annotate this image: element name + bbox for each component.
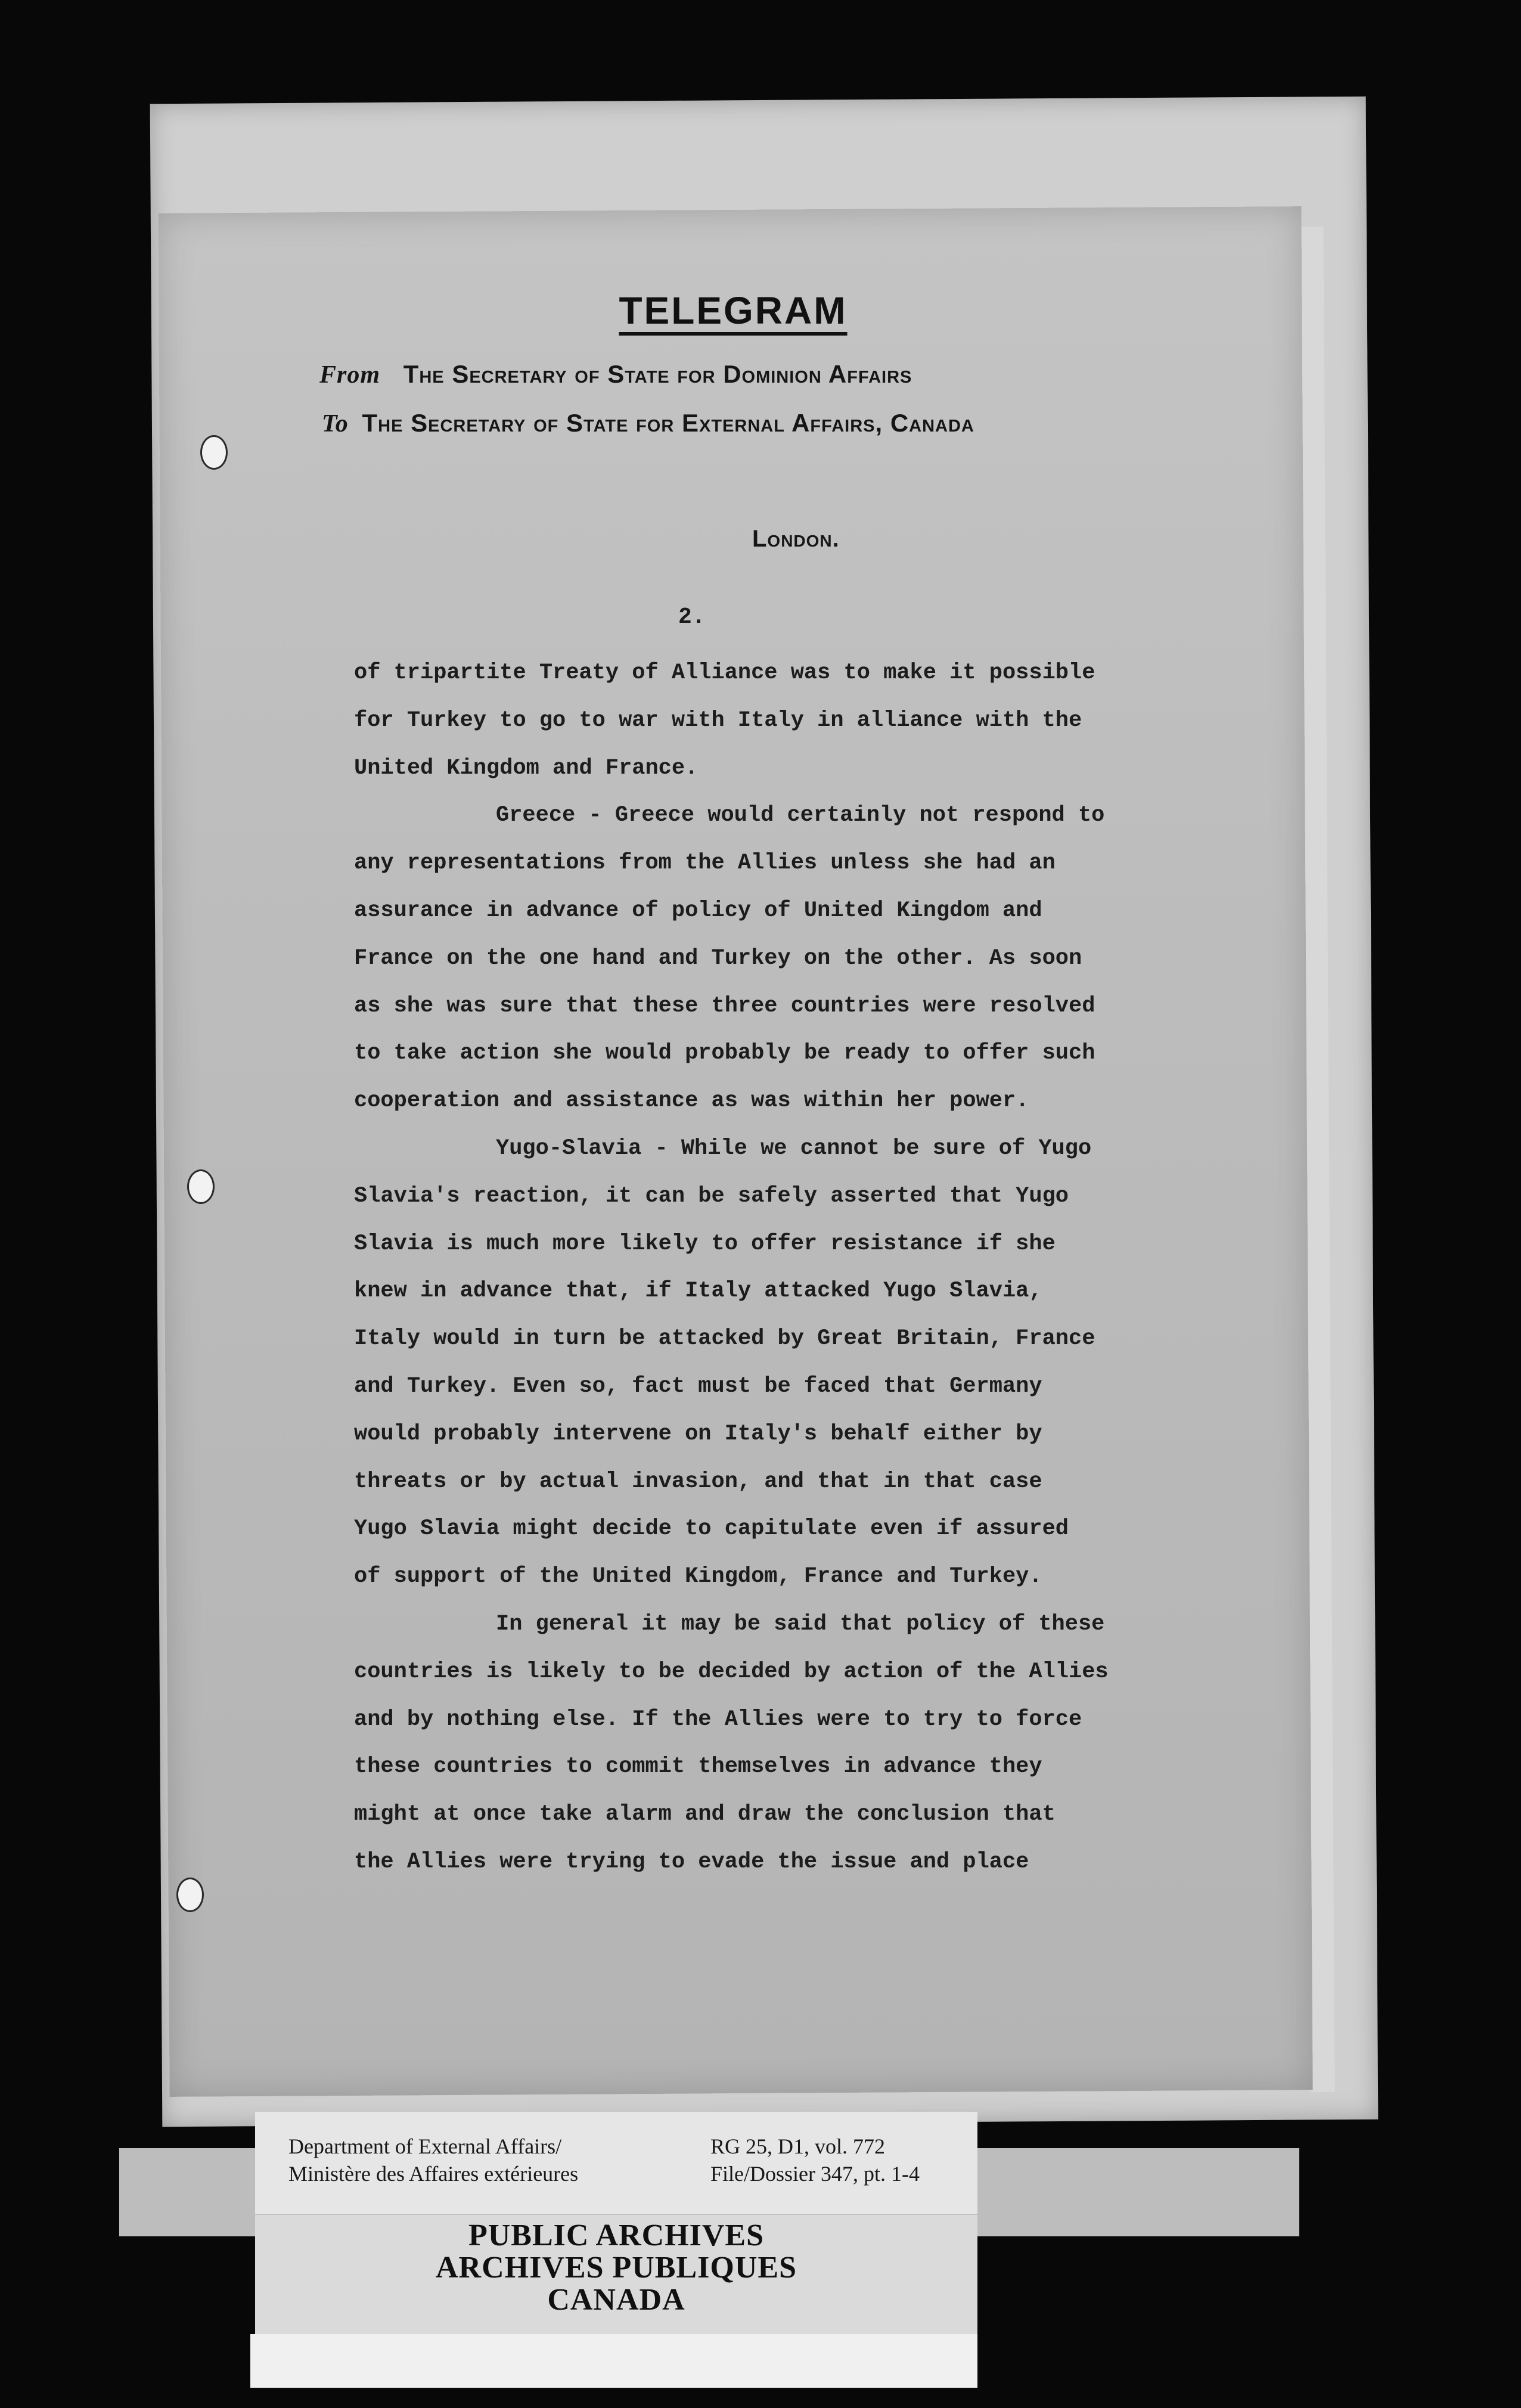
from-label: From <box>319 361 381 389</box>
punch-hole <box>187 1169 215 1204</box>
record-group: RG 25, D1, vol. 772 <box>710 2134 886 2158</box>
department-text <box>288 2133 578 2187</box>
to-line <box>322 409 974 438</box>
file-number: File/Dossier 347, pt. 1-4 <box>710 2162 920 2186</box>
body-line: assurance in advance of policy of United Kingdom and <box>354 898 1042 923</box>
from-value: The Secretary of State for Dominion Affairs <box>403 360 912 388</box>
body-line: threats or by actual invasion, and that in that case <box>354 1469 1042 1494</box>
body-line: of support of the United Kingdom, France and Turkey. <box>354 1564 1042 1590</box>
document-title: TELEGRAM <box>619 289 848 332</box>
stamp-line: ARCHIVES PUBLIQUES <box>435 2251 797 2285</box>
body-line: would probably intervene on Italy's behalf either by <box>354 1421 1042 1447</box>
body-line: as she was sure that these three countries were resolved <box>354 993 1095 1019</box>
body-line: Italy would in turn be attacked by Great Britain, France <box>354 1326 1095 1352</box>
stamp-line: PUBLIC ARCHIVES <box>468 2218 765 2252</box>
body-line: any representations from the Allies unless she had an <box>354 851 1056 876</box>
page-number: 2. <box>678 604 706 630</box>
punch-hole <box>176 1878 204 1912</box>
body-line: and by nothing else. If the Allies were to try to force <box>354 1706 1082 1732</box>
body-line: the Allies were trying to evade the issue and place <box>354 1849 1029 1875</box>
reference-text <box>710 2133 920 2187</box>
body-line: for Turkey to go to war with Italy in alliance with the <box>354 707 1082 733</box>
body-line: cooperation and assistance as was within her power. <box>354 1088 1029 1114</box>
body-line: In general it may be said that policy of these <box>496 1611 1105 1637</box>
label-bottom-strip <box>250 2334 977 2388</box>
body-line: of tripartite Treaty of Alliance was to make it possible <box>354 660 1095 685</box>
body-line: Slavia is much more likely to offer resistance if she <box>354 1231 1056 1256</box>
department-fr: Ministère des Affaires extérieures <box>288 2162 579 2186</box>
body-line: United Kingdom and France. <box>354 755 699 781</box>
body-line: and Turkey. Even so, fact must be faced that Germany <box>354 1373 1042 1399</box>
from-line <box>319 360 912 389</box>
body-line: to take action she would probably be ready to offer such <box>354 1041 1095 1066</box>
body-line: knew in advance that, if Italy attacked Yugo Slavia, <box>354 1279 1042 1304</box>
body-line: Yugo Slavia might decide to capitulate even if assured <box>354 1516 1069 1542</box>
place-line: London. <box>752 526 840 552</box>
archives-stamp <box>255 2220 977 2316</box>
department-en: Department of External Affairs/ <box>288 2134 562 2158</box>
telegram-body <box>354 650 1200 1886</box>
body-line: France on the one hand and Turkey on the other. As soon <box>354 945 1082 971</box>
punch-hole <box>200 435 228 470</box>
to-value: The Secretary of State for External Affairs, Canada <box>362 409 974 437</box>
body-line: Greece - Greece would certainly not respond to <box>496 803 1105 828</box>
to-label: To <box>322 410 349 437</box>
body-line: might at once take alarm and draw the conclusion that <box>354 1802 1056 1827</box>
body-line: Slavia's reaction, it can be safely asserted that Yugo <box>354 1183 1069 1209</box>
stamp-line: CANADA <box>547 2283 685 2317</box>
body-line: these countries to commit themselves in advance they <box>354 1754 1042 1780</box>
body-line: countries is likely to be decided by action of the Allies <box>354 1659 1109 1684</box>
body-line: Yugo-Slavia - While we cannot be sure of Yugo <box>496 1135 1092 1161</box>
